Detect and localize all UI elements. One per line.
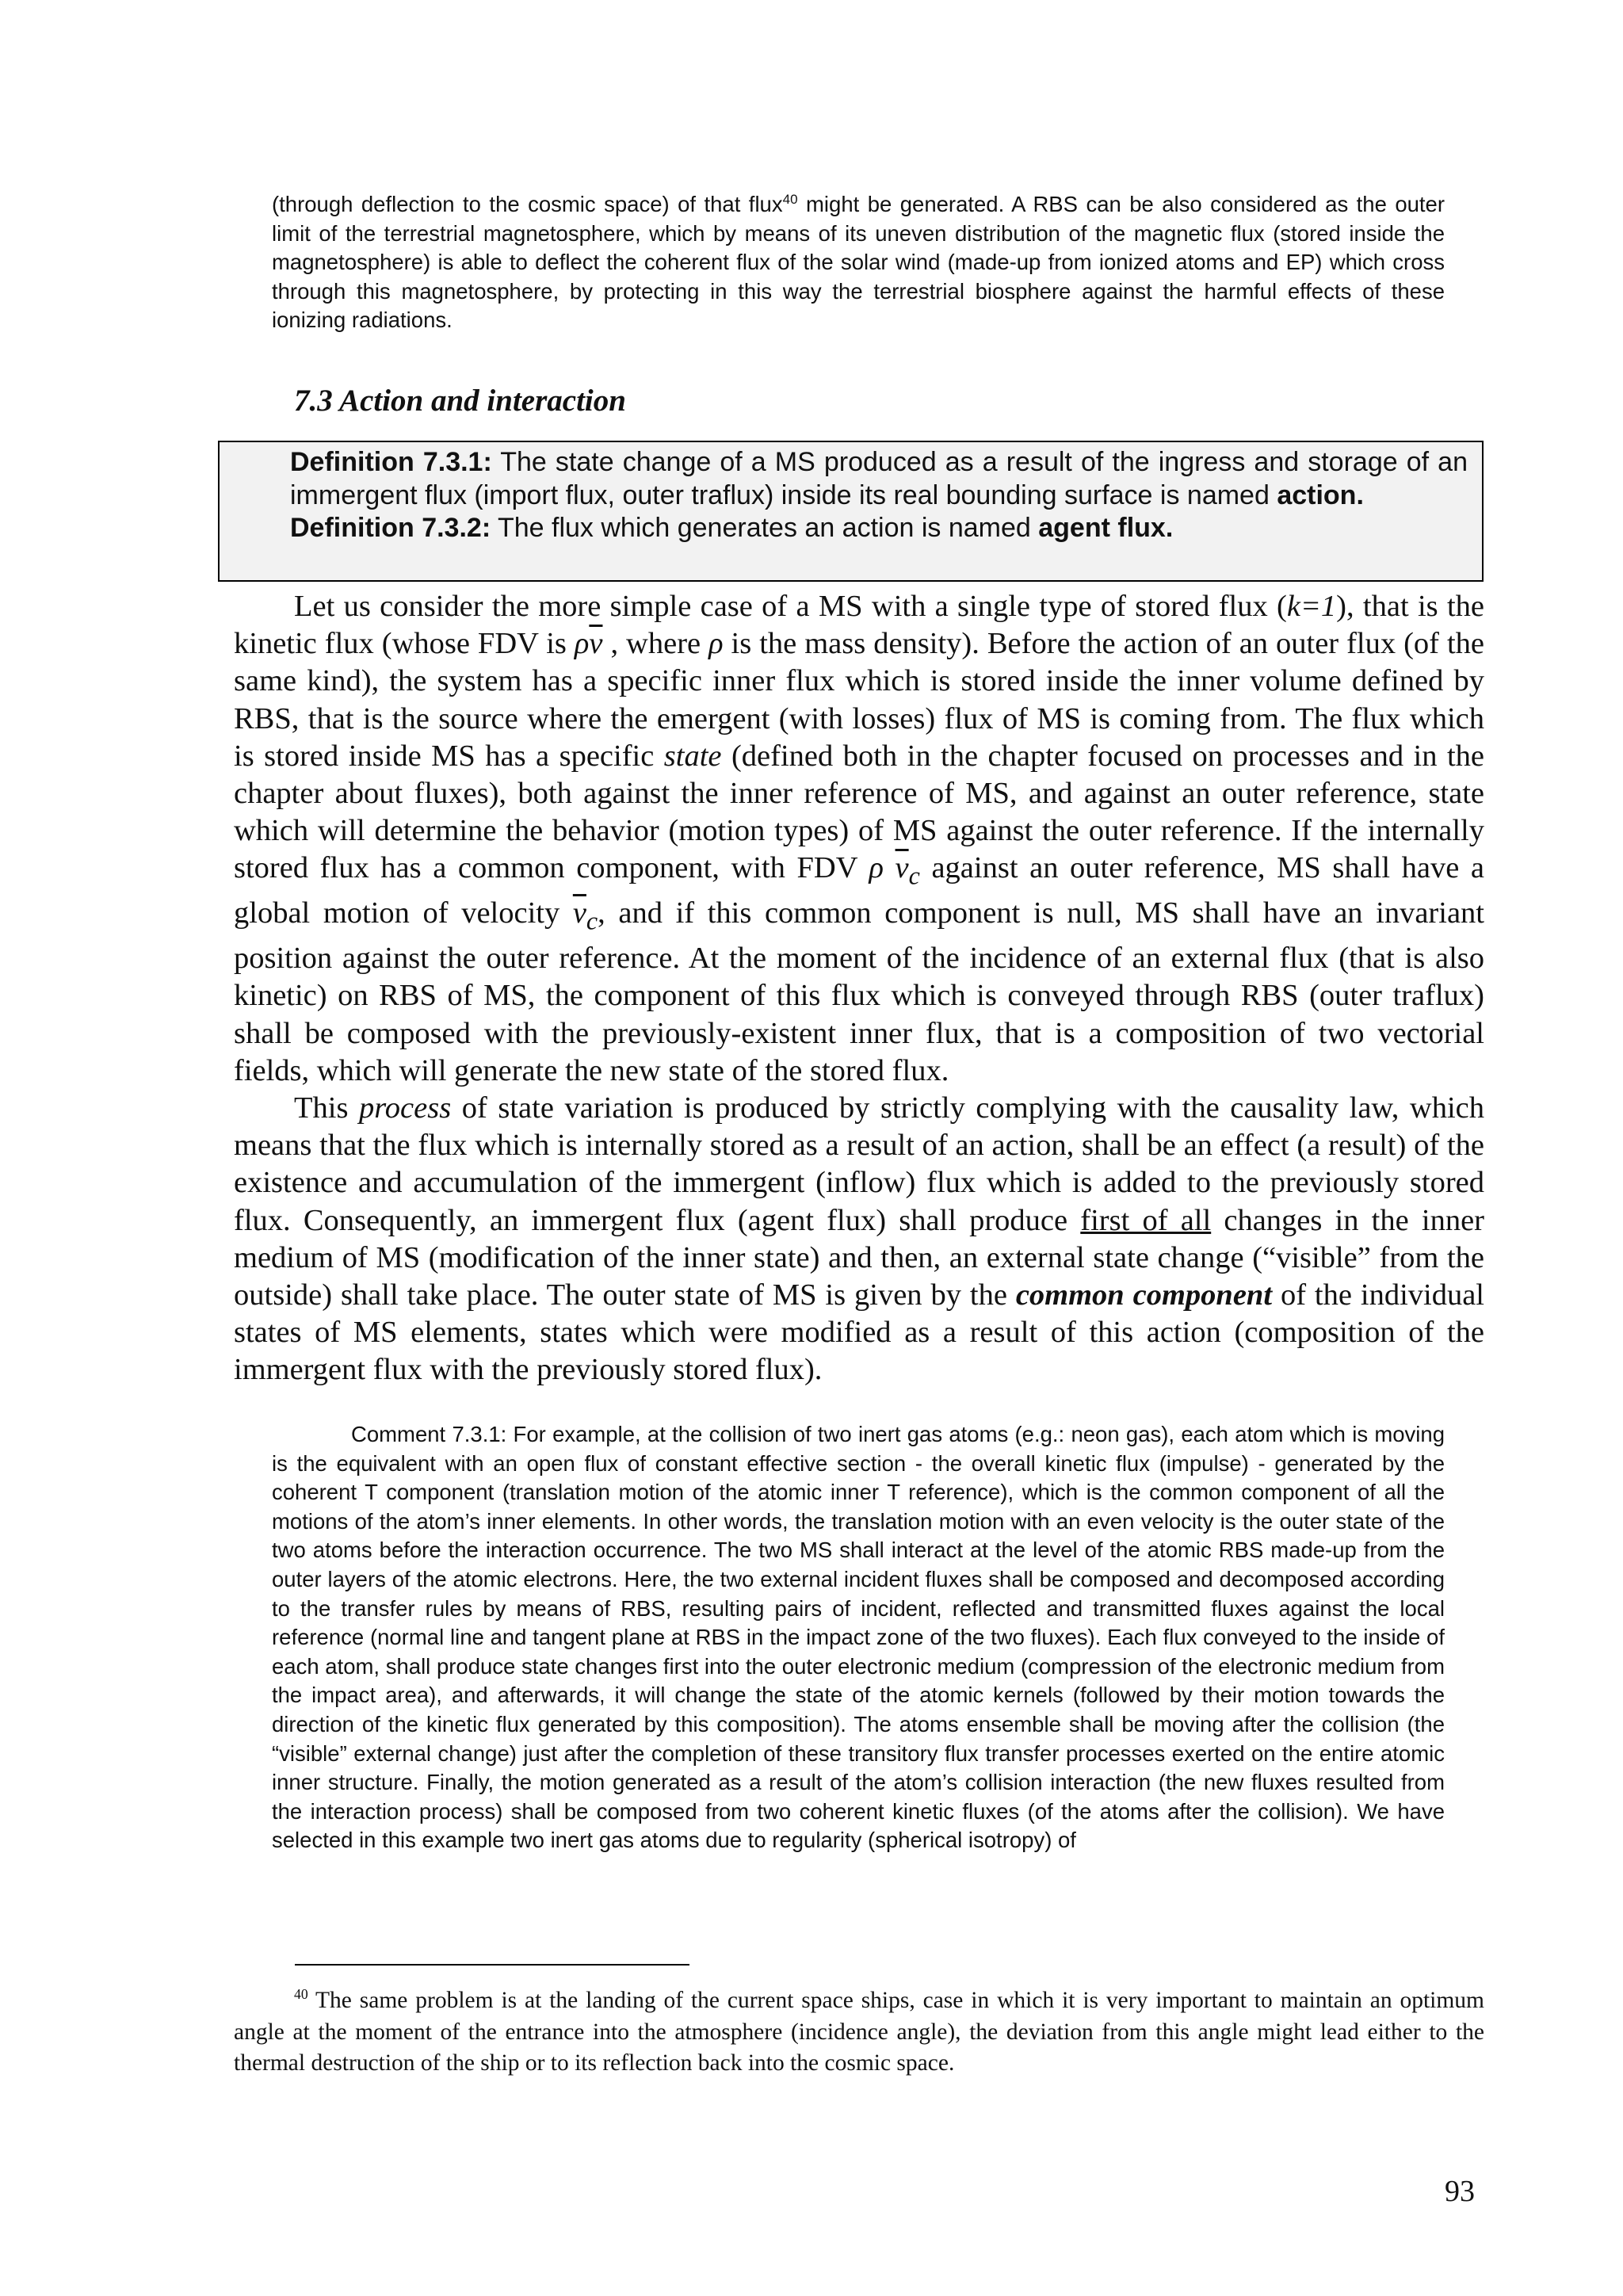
emphasis: state: [663, 739, 722, 773]
footnote-reference[interactable]: 40: [782, 191, 798, 207]
underlined-text: first of all: [1080, 1203, 1212, 1237]
footnote-text: The same problem is at the landing of the current space ships, case in which it is very important to maintain an optimum angle at the moment of the entrance into the atmosphere (incidence angle), the deviation from this angle might lead either to the thermal destruction of the ship or to its reflection back into the cosmic space.: [234, 1988, 1484, 2076]
math-symbol: ρ: [574, 627, 590, 661]
text-run: (defined both in the chapter focused on processes and in the chapter about fluxes), both against the inner reference of MS, and against an outer reference, state which will determine the behavior (motion types) of MS against the outer reference. If the internally stored flux has a common component, with FDV: [234, 739, 1484, 885]
text-run: against an outer reference, MS shall have a global motion of velocity: [234, 851, 1484, 930]
definition-label: Definition 7.3.1:: [290, 447, 492, 477]
definition-text: The state change of a MS produced as a result of the ingress and storage of an immergent flux (import flux, outer traflux) inside its real bounding surface is named: [290, 447, 1468, 510]
emphasis: process: [359, 1091, 452, 1125]
math-symbol: $\overline{v}$: [589, 627, 603, 661]
footnote: [234, 1985, 1484, 2080]
definition-label: Definition 7.3.2:: [290, 513, 491, 543]
text-run: is the mass density). Before the action of an outer flux (of the same kind), the system has a specific inner flux which is stored inside the inner volume defined by RBS, that is the source where the emergent (with losses) flux of MS is coming from. The flux which is stored inside MS has a specific: [234, 627, 1484, 773]
intro-paragraph: [272, 190, 1445, 335]
body-text: [234, 588, 1484, 1389]
math-symbol: ρ: [869, 851, 884, 885]
definition-text: The flux which generates an action is named: [491, 513, 1039, 543]
math-rho-vc: [869, 851, 920, 891]
footnote-number: 40: [294, 1986, 308, 2003]
text-run: Let us consider the more simple case of a MS with a single type of stored flux (: [294, 590, 1287, 623]
math-symbol: ρ: [708, 627, 724, 661]
comment-block: [272, 1420, 1445, 1855]
intro-text-continued: might be generated. A RBS can be also considered as the outer limit of the terrestrial magnetosphere, which by means of its uneven distribution of the magnetic flux (stored inside the magnetosphere) is able to deflect the coherent flux of the solar wind (made-up from ionized atoms and EP) which cross through this magnetosphere, by protecting in this way the terrestrial biosphere against the harmful effects of these ionizing radiations.: [272, 192, 1445, 332]
math-subscript: c: [586, 907, 598, 935]
definition-term: action.: [1277, 479, 1364, 510]
text-run: ), that is the kinetic flux (whose FDV is: [234, 590, 1484, 661]
body-paragraph: [234, 1090, 1484, 1389]
footnote-separator: [295, 1964, 689, 1966]
text-run: , where: [602, 627, 709, 661]
math-symbol: $\overline{v}$: [572, 896, 586, 930]
strong-emphasis: common component: [1015, 1278, 1273, 1312]
intro-text: (through deflection to the cosmic space) of that flux: [272, 192, 783, 216]
math-rho-v: [575, 627, 603, 660]
comment-text: Comment 7.3.1: For example, at the collision of two inert gas atoms (e.g.: neon gas), each atom which is moving is the equivalent with an open flux of constant effective section - the overall kinetic flux (impulse) - generated by the coherent T component (translation motion of the atomic inner T reference), which is the common component of all the motions of the atom’s inner elements. In other words, the translation motion with an even velocity is the outer state of the two atoms before the interaction occurrence. The two MS shall interact at the level of the atomic RBS made-up from the outer layers of the atomic electrons. Here, the two external incident fluxes shall be composed and decomposed according to the transfer rules by means of RBS, resulting pairs of incident, reflected and transmitted fluxes against the local reference (normal line and tangent plane at RBS in the impact zone of the two fluxes). Each flux conveyed to the inside of each atom, shall produce state changes first into the outer electronic medium (compression of the electronic medium from the impact area), and afterwards, it will change the state of the atomic kernels (followed by their motion towards the direction of the kinetic flux generated by this composition). The atoms ensemble shall be moving after the collision (the “visible” external change) just after the completion of these transitory flux transfer processes exerted on the entire atomic inner structure. Finally, the motion generated as a result of the atom’s collision interaction (the new fluxes resulted from the interaction process) shall be composed from two coherent kinetic fluxes (of the atoms after the collision). We have selected in this example two inert gas atoms due to regularity (spherical isotropy) of: [272, 1422, 1445, 1853]
text-run: This: [294, 1091, 359, 1125]
page-number: 93: [1445, 2175, 1475, 2208]
text-run: changes in the inner medium of MS (modification of the inner state) and then, an external state change (“visible” from the outside) shall take place. The outer state of MS is given by the: [234, 1203, 1484, 1312]
math-subscript: c: [908, 861, 920, 891]
math-var: k=1: [1286, 590, 1337, 623]
definition-term: agent flux.: [1038, 513, 1174, 543]
text-run: of state variation is produced by strictly complying with the causality law, which means that the flux which is internally stored as a result of an action, shall be an effect (a result) of the existence and accumulation of the immergent (inflow) flux which is added to the previously stored flux. Consequently, an immergent flux (agent flux) shall produce: [234, 1091, 1484, 1237]
body-paragraph: [234, 588, 1484, 1090]
math-symbol: $\overline{v}$: [895, 851, 909, 885]
text-run: of the individual states of MS elements, states which were modified as a result of this action (composition of the immergent flux with the previously stored flux).: [234, 1278, 1484, 1387]
math-vc: [572, 896, 598, 935]
definition-box: [218, 441, 1484, 582]
section-heading: 7.3 Action and interaction: [294, 384, 626, 418]
text-run: , and if this common component is null, MS shall have an invariant position against the outer reference. At the moment of the incidence of an external flux (that is also kinetic) on RBS of MS, the component of this flux which is conveyed through RBS (outer traflux) shall be composed with the previously-existent inner flux, that is a composition of two vectorial fields, which will generate the new state of the stored flux.: [234, 896, 1484, 1087]
